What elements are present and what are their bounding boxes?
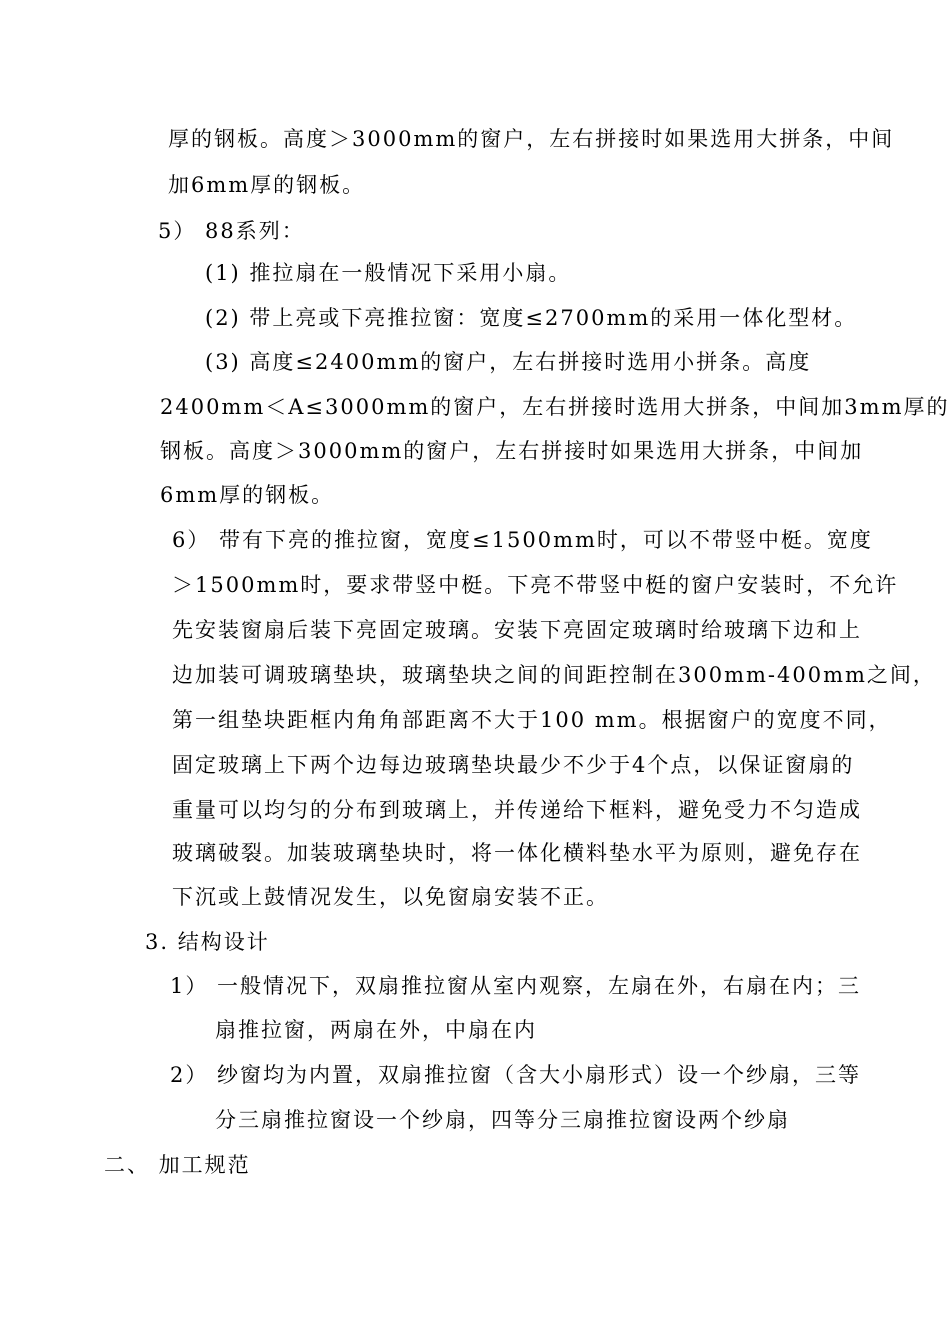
paragraph-line: 玻璃破裂。加装玻璃垫块时，将一体化横料垫水平为原则，避免存在 <box>172 841 862 865</box>
section-heading: 6） 带有下亮的推拉窗，宽度≤1500mm时，可以不带竖中梃。宽度 <box>172 528 873 552</box>
paragraph-line: 第一组垫块距框内角角部距离不大于100 mm。根据窗户的宽度不同， <box>172 708 892 732</box>
paragraph-line: 下沉或上鼓情况发生，以免窗扇安装不正。 <box>172 885 609 909</box>
paragraph-line: 重量可以均匀的分布到玻璃上，并传递给下框料，避免受力不匀造成 <box>172 798 862 822</box>
paragraph-line: 6mm厚的钢板。 <box>160 483 335 507</box>
paragraph-line: 加6mm厚的钢板。 <box>168 173 366 197</box>
section-heading: 3. 结构设计 <box>145 930 270 954</box>
section-heading: 5） 88系列： <box>158 219 305 243</box>
paragraph-line: 扇推拉窗，两扇在外，中扇在内 <box>215 1018 537 1042</box>
paragraph-line: ＞1500mm时，要求带竖中梃。下亮不带竖中梃的窗户安装时，不允许 <box>172 573 899 597</box>
list-item: (2) 带上亮或下亮推拉窗：宽度≤2700mm的采用一体化型材。 <box>205 306 858 330</box>
list-item: 2） 纱窗均为内置，双扇推拉窗（含大小扇形式）设一个纱扇，三等 <box>170 1063 862 1087</box>
paragraph-line: 钢板。高度＞3000mm的窗户，左右拼接时如果选用大拼条，中间加 <box>160 439 864 463</box>
list-item: (1) 推拉扇在一般情况下采用小扇。 <box>205 261 572 285</box>
paragraph-line: 先安装窗扇后装下亮固定玻璃。安装下亮固定玻璃时给玻璃下边和上 <box>172 618 862 642</box>
paragraph-line: 固定玻璃上下两个边每边玻璃垫块最少不少于4个点，以保证窗扇的 <box>172 753 855 777</box>
list-item: 1） 一般情况下，双扇推拉窗从室内观察，左扇在外，右扇在内；三 <box>170 974 862 998</box>
paragraph-line: 2400mm＜A≤3000mm的窗户，左右拼接时选用大拼条，中间加3mm厚的 <box>160 395 950 419</box>
list-item: (3) 高度≤2400mm的窗户，左右拼接时选用小拼条。高度 <box>205 350 812 374</box>
paragraph-line: 边加装可调玻璃垫块，玻璃垫块之间的间距控制在300mm-400mm之间， <box>172 663 936 687</box>
paragraph-line: 分三扇推拉窗设一个纱扇，四等分三扇推拉窗设两个纱扇 <box>215 1108 790 1132</box>
paragraph-line: 厚的钢板。高度＞3000mm的窗户，左右拼接时如果选用大拼条，中间 <box>168 127 895 151</box>
chapter-heading: 二、 加工规范 <box>104 1153 251 1177</box>
